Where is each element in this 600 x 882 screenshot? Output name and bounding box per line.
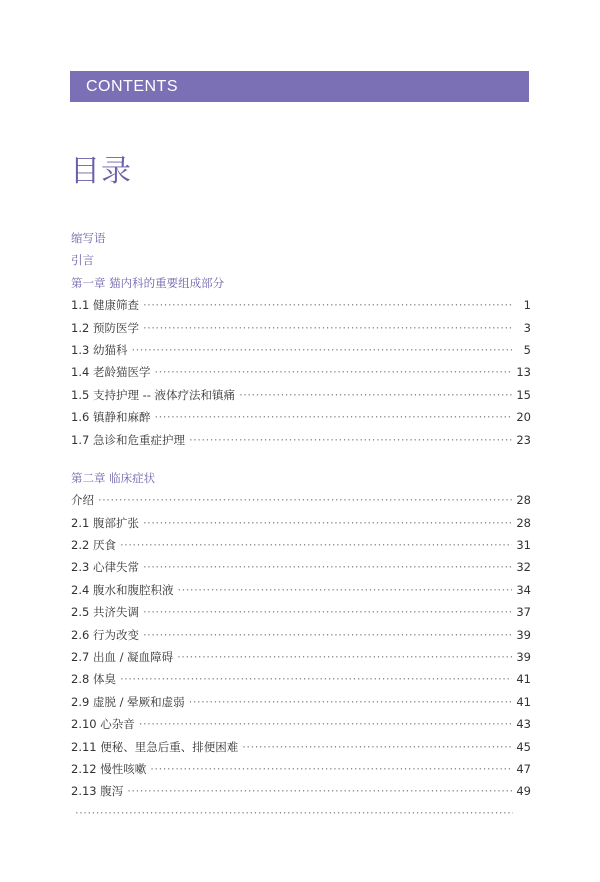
toc-entry-label: 2.7 出血 / 凝血障碍 — [71, 650, 174, 665]
toc-entry[interactable] — [71, 559, 531, 581]
dot-leader — [143, 298, 513, 312]
toc-entry[interactable] — [71, 604, 531, 626]
dot-leader — [189, 695, 513, 709]
toc-entry-label: 2.1 腹部扩张 — [71, 515, 139, 530]
toc-entry[interactable] — [71, 432, 531, 454]
toc-entry-page: 45 — [516, 739, 531, 754]
toc-entry-label: 介绍 — [71, 493, 94, 508]
toc-entry-label: 2.12 慢性咳嗽 — [71, 761, 147, 776]
toc-entry-page: 23 — [516, 432, 531, 447]
toc-entry[interactable] — [71, 364, 531, 386]
toc-entry-label: 2.13 腹泻 — [71, 784, 124, 799]
table-of-contents — [71, 230, 531, 828]
toc-entry-label: 2.6 行为改变 — [71, 627, 139, 642]
toc-entry-page: 31 — [516, 538, 531, 553]
toc-entry-page: 28 — [516, 493, 531, 508]
chapter-heading[interactable]: 第一章 猫内科的重要组成部分 — [71, 275, 225, 290]
toc-entry-label: 1.7 急诊和危重症护理 — [71, 432, 185, 447]
dot-leader — [131, 343, 513, 357]
toc-entry-page: 3 — [523, 320, 531, 335]
dot-leader — [154, 410, 512, 424]
toc-entry-label: 2.8 体臭 — [71, 672, 116, 687]
toc-entry[interactable] — [71, 739, 531, 761]
toc-entry-label: 1.1 健康筛查 — [71, 298, 139, 313]
chapter-spacer — [71, 454, 531, 470]
toc-entry-label: 1.2 预防医学 — [71, 320, 139, 335]
toc-entry-page: 5 — [523, 342, 531, 357]
dot-leader — [150, 762, 512, 776]
toc-entry-page: 37 — [516, 605, 531, 620]
dot-leader — [177, 650, 512, 664]
toc-entry-label: 2.9 虚脱 / 晕厥和虚弱 — [71, 694, 185, 709]
toc-entry[interactable] — [71, 320, 531, 342]
dot-leader — [242, 740, 512, 754]
page-title: 目录 — [70, 154, 132, 189]
contents-banner-label: CONTENTS — [86, 77, 178, 95]
toc-entry[interactable] — [71, 409, 531, 431]
toc-entry-page: 43 — [516, 717, 531, 732]
toc-entry-page: 41 — [516, 672, 531, 687]
toc-entry[interactable] — [71, 806, 531, 828]
dot-leader — [143, 321, 513, 335]
toc-entry-label: 1.3 幼猫科 — [71, 342, 128, 357]
toc-entry[interactable] — [71, 515, 531, 537]
toc-entry-label: 1.6 镇静和麻醉 — [71, 410, 151, 425]
dot-leader — [239, 388, 512, 402]
toc-entry-page: 28 — [516, 515, 531, 530]
toc-entry[interactable] — [71, 342, 531, 364]
toc-entry-label: 2.11 便秘、里急后重、排便困难 — [71, 739, 239, 754]
toc-entry[interactable] — [71, 492, 531, 514]
dot-leader — [143, 628, 512, 642]
dot-leader — [98, 493, 512, 507]
toc-entry-page: 34 — [516, 582, 531, 597]
toc-entry-label: 2.10 心杂音 — [71, 717, 135, 732]
toc-entry[interactable] — [71, 582, 531, 604]
toc-entry[interactable] — [71, 716, 531, 738]
dot-leader — [189, 433, 512, 447]
toc-entry-label: 2.4 腹水和腹腔积液 — [71, 582, 174, 597]
toc-entry-page: 13 — [516, 365, 531, 380]
toc-entry-label: 2.3 心律失常 — [71, 560, 139, 575]
toc-entry[interactable] — [71, 537, 531, 559]
toc-entry-page: 39 — [516, 627, 531, 642]
toc-entry-label: 1.5 支持护理 -- 液体疗法和镇痛 — [71, 387, 236, 402]
toc-entry[interactable] — [71, 297, 531, 319]
toc-entry-page: 49 — [516, 784, 531, 799]
toc-entry-page: 47 — [516, 761, 531, 776]
dot-leader — [143, 560, 512, 574]
contents-banner — [70, 71, 529, 102]
dot-leader — [120, 672, 512, 686]
dot-leader — [120, 538, 512, 552]
toc-entry-page: 39 — [516, 650, 531, 665]
toc-entry[interactable] — [71, 671, 531, 693]
chapter-heading[interactable]: 第二章 临床症状 — [71, 470, 156, 485]
dot-leader — [177, 583, 512, 597]
toc-entry-label: 2.2 厌食 — [71, 538, 116, 553]
toc-entry-page: 32 — [516, 560, 531, 575]
toc-entry-page: 15 — [516, 387, 531, 402]
toc-frontmatter-introduction[interactable]: 引言 — [71, 253, 94, 268]
toc-entry-label: 1.4 老龄猫医学 — [71, 365, 151, 380]
toc-entry-page: 20 — [516, 410, 531, 425]
toc-entry[interactable] — [71, 627, 531, 649]
toc-entry[interactable] — [71, 649, 531, 671]
dot-leader — [127, 784, 512, 798]
dot-leader — [143, 516, 512, 530]
toc-entry[interactable] — [71, 783, 531, 805]
dot-leader — [143, 605, 512, 619]
toc-entry-label: 2.5 共济失调 — [71, 605, 139, 620]
toc-entry[interactable] — [71, 387, 531, 409]
toc-entry[interactable] — [71, 761, 531, 783]
toc-entry-page: 1 — [523, 298, 531, 313]
dot-leader — [154, 365, 512, 379]
toc-entry-page: 41 — [516, 694, 531, 709]
toc-frontmatter-abbreviations[interactable]: 缩写语 — [71, 231, 106, 245]
toc-entry[interactable] — [71, 694, 531, 716]
dot-leader — [139, 717, 513, 731]
dot-leader — [75, 806, 513, 820]
